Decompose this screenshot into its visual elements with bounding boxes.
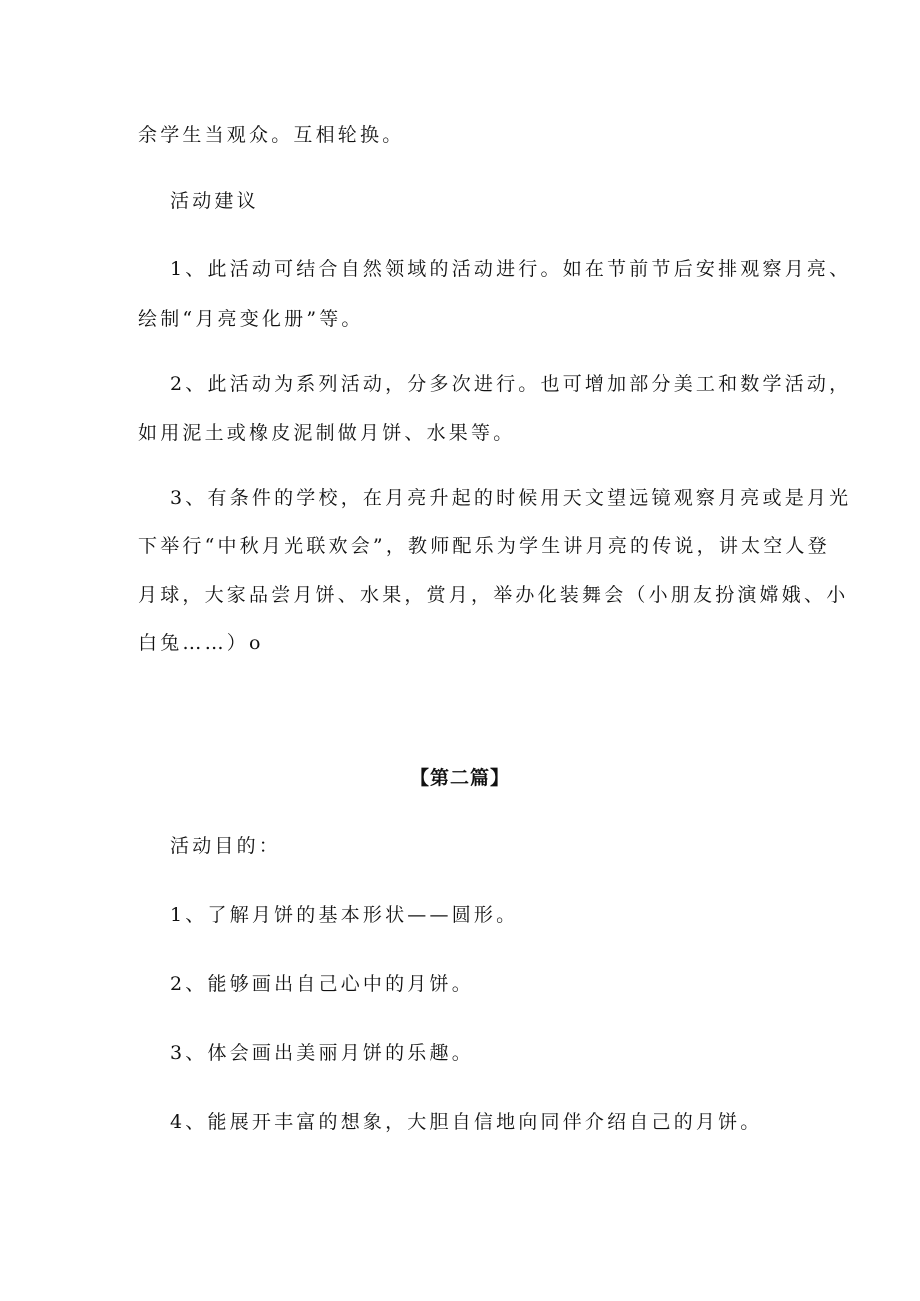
suggestion-3-line-3: 月球，大家品尝月饼、水果，赏月，举办化装舞会（小朋友扮演嫦娥、小 (138, 584, 849, 606)
suggestion-2-line-2: 如用泥土或橡皮泥制做月饼、水果等。 (138, 422, 516, 444)
suggestion-1-line-1: 1、此活动可结合自然领域的活动进行。如在节前节后安排观察月亮、 (170, 258, 852, 280)
goal-3: 3、体会画出美丽月饼的乐趣。 (170, 1042, 474, 1064)
suggestion-1-line-2: 绘制“月亮变化册”等。 (138, 308, 364, 330)
paragraph-continuation: 余学生当观众。互相轮换。 (138, 124, 405, 146)
section-title: 【第二篇】 (409, 767, 510, 789)
goal-1: 1、了解月饼的基本形状——圆形。 (170, 904, 519, 926)
suggestion-2-line-1: 2、此活动为系列活动，分多次进行。也可增加部分美工和数学活动， (170, 373, 852, 395)
suggestion-3-line-2: 下举行“中秋月光联欢会”，教师配乐为学生讲月亮的传说，讲太空人登 (138, 535, 830, 557)
suggestions-heading: 活动建议 (170, 190, 259, 212)
goals-heading: 活动目的： (170, 835, 282, 857)
suggestion-3-line-4: 白兔……）o (138, 632, 264, 654)
suggestion-3-line-1: 3、有条件的学校，在月亮升起的时候用天文望远镜观察月亮或是月光 (170, 487, 852, 509)
goal-2: 2、能够画出自己心中的月饼。 (170, 973, 474, 995)
goal-4: 4、能展开丰富的想象，大胆自信地向同伴介绍自己的月饼。 (170, 1111, 763, 1133)
